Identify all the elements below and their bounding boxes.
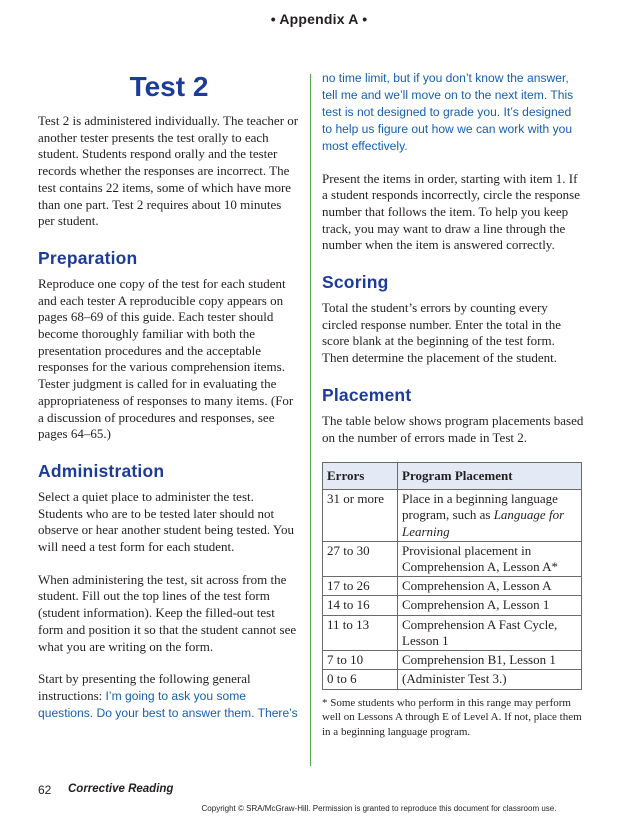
table-footnote: * Some students who perform in this range may perform well on Lessons A through E of Level A. If not, place them in a beginning language program. xyxy=(322,696,582,738)
errors-cell: 7 to 10 xyxy=(323,651,398,670)
page-title: Test 2 xyxy=(129,71,209,102)
table-row xyxy=(323,670,582,689)
errors-cell: 11 to 13 xyxy=(323,615,398,650)
table-row xyxy=(323,615,582,650)
present-items-paragraph: Present the items in order, starting with item 1. If a student responds incorrectly, circle the response number that follows the item. To help you keep track, you may want to draw a line through the number when the item is answered correctly. xyxy=(322,170,580,253)
placement-cell: Comprehension A, Lesson 1 xyxy=(398,596,582,615)
placement-paragraph: The table below shows program placements based on the number of errors made in Test 2. xyxy=(322,412,584,445)
placement-cell: Comprehension B1, Lesson 1 xyxy=(398,651,582,670)
preparation-paragraph: Reproduce one copy of the test for each student and each tester A reproducible copy appears on pages 68–69 of this guide. Each tester should become thoroughly familiar with both the presentation procedures and the acceptable responses for the various comprehension items. Tester judgment is called for in evaluating the appropriateness of responses to many items. (For a discussion of procedures and responses, see pages 64–65.) xyxy=(38,275,294,442)
placement-heading: Placement xyxy=(322,384,412,405)
placement-cell: Comprehension A Fast Cycle, Lesson 1 xyxy=(398,615,582,650)
appendix-header: • Appendix A • xyxy=(270,11,368,27)
intro-paragraph: Test 2 is administered individually. The teacher or another tester presents the test orally to each student. Students respond orally and the tester records whether the responses are incorrect. The test contains 22 items, some of which have more than one part. Test 2 requires about 10 minutes per student. xyxy=(38,113,299,229)
placement-cell: Place in a beginning language program, such as Language for Learning xyxy=(398,490,582,542)
errors-column-header: Errors xyxy=(323,463,398,490)
errors-cell: 0 to 6 xyxy=(323,670,398,689)
book-title: Corrective Reading xyxy=(68,783,174,795)
scoring-paragraph: Total the student’s errors by counting every circled response number. Enter the total in the score blank at the beginning of the test form. Then determine the placement of the student. xyxy=(322,300,561,366)
scoring-heading: Scoring xyxy=(322,272,389,293)
placement-cell: Comprehension A, Lesson A xyxy=(398,577,582,596)
placement-table xyxy=(322,462,582,689)
placement-cell: (Administer Test 3.) xyxy=(398,670,582,689)
instructions-intro: Start by presenting the following general instructions: xyxy=(38,671,251,703)
table-row xyxy=(323,596,582,615)
placement-cell: Provisional placement in Comprehension A, Lesson A* xyxy=(398,541,582,576)
right-column xyxy=(322,70,584,739)
program-name: Language for Learning xyxy=(402,507,565,539)
administration-heading: Administration xyxy=(38,460,165,481)
administration-paragraph-3 xyxy=(38,671,300,721)
column-divider xyxy=(310,74,311,766)
table-row xyxy=(323,541,582,576)
administration-paragraph-1: Select a quiet place to administer the test. Students who are to be tested later should not observe or hear another student being tested. You will need a test form for each student. xyxy=(38,488,294,555)
table-header-row xyxy=(323,463,582,490)
errors-cell: 27 to 30 xyxy=(323,541,398,576)
table-row xyxy=(323,651,582,670)
left-column xyxy=(38,70,300,721)
preparation-heading: Preparation xyxy=(38,247,138,268)
placement-column-header: Program Placement xyxy=(398,463,582,490)
errors-cell: 14 to 16 xyxy=(323,596,398,615)
administration-paragraph-2: When administering the test, sit across from the student. Fill out the top lines of the test form (student information). Keep the filled-out test form and position it so that the student cannot see what you are writing on the form. xyxy=(38,571,297,654)
page-number: 62 xyxy=(38,783,52,797)
errors-cell: 17 to 26 xyxy=(323,577,398,596)
errors-cell: 31 or more xyxy=(323,490,398,542)
instructions-script-continued: no time limit, but if you don’t know the answer, tell me and we’ll move on to the next item. This test is not designed to grade you. It’s designed to help us figure out how we can work with you most effectively. xyxy=(322,71,574,153)
instructions-script: I’m going to ask you some questions. Do your best to answer them. There’s xyxy=(38,688,298,720)
copyright-notice: Copyright © SRA/McGraw-Hill. Permission is granted to reproduce this document for classroom use. xyxy=(201,804,557,813)
table-row xyxy=(323,490,582,542)
table-row xyxy=(323,577,582,596)
